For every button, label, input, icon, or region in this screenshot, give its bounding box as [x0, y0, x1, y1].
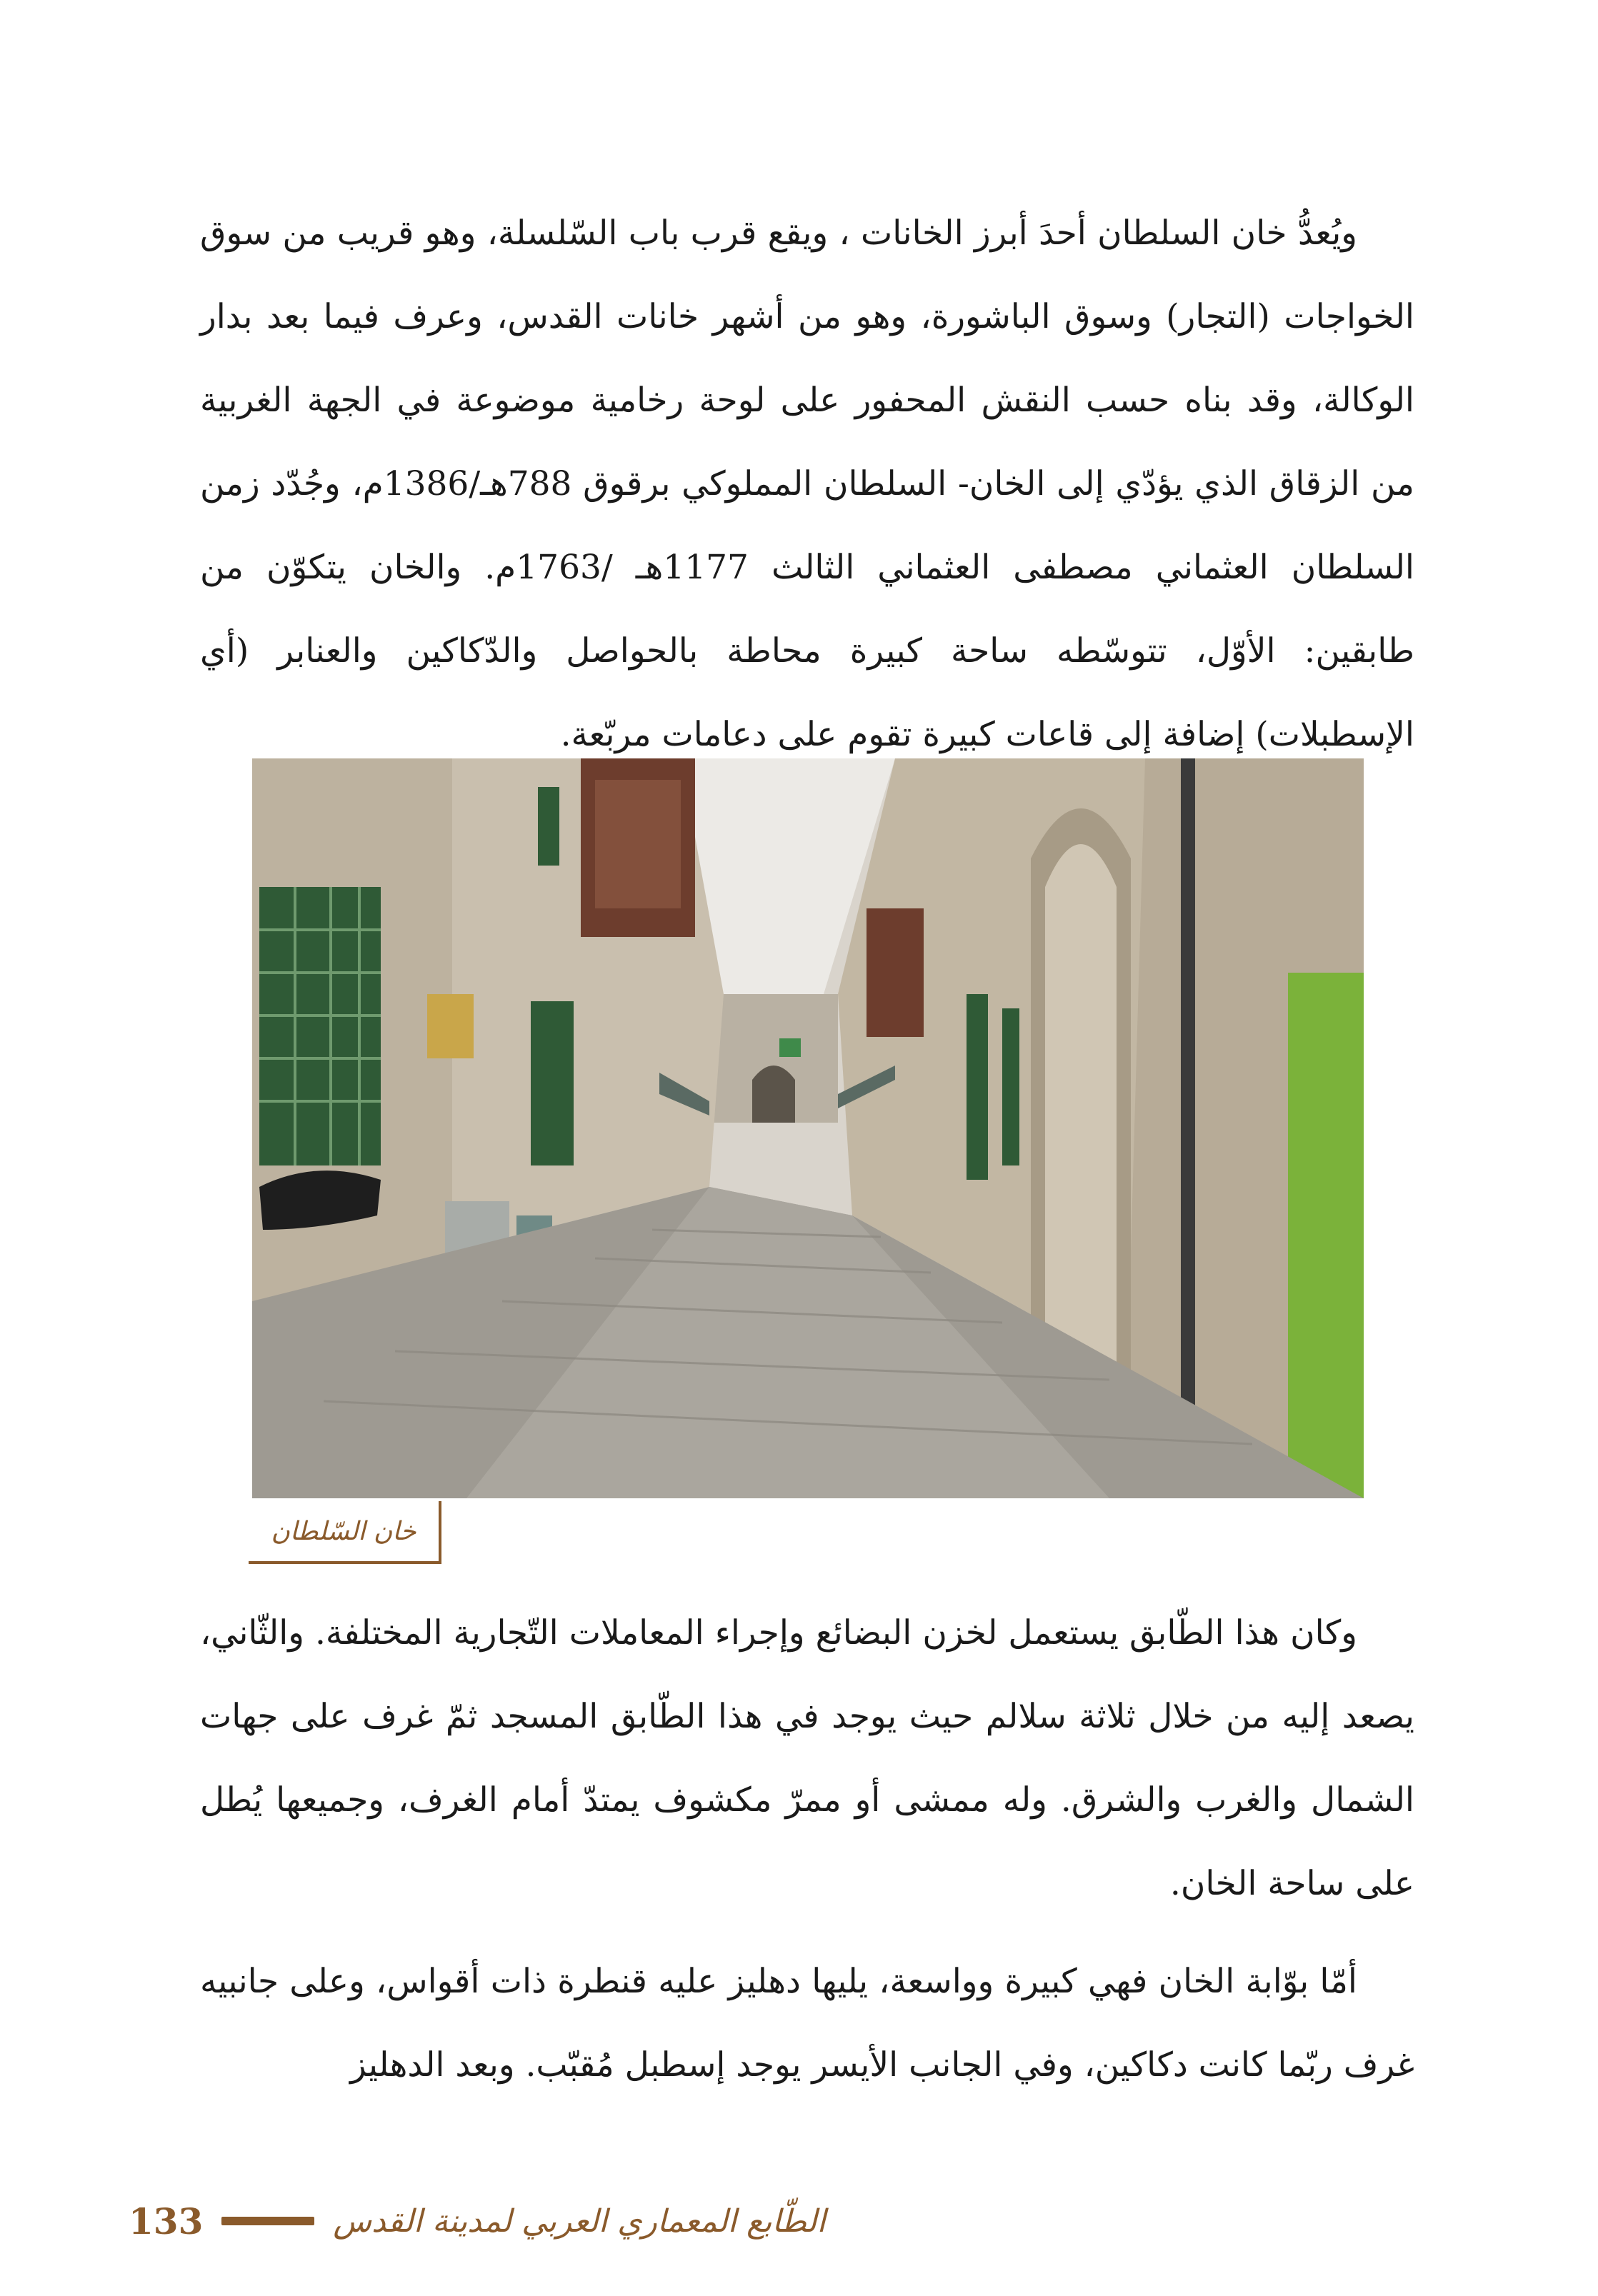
paragraph-2	[200, 1591, 1414, 1925]
street-photo	[252, 758, 1364, 1498]
paragraph-3	[200, 1940, 1414, 2107]
paragraph-2-text: وكان هذا الطّابق يستعمل لخزن البضائع وإجراء المعاملات التّجارية المختلفة. والثّاني، يصعد إليه من خلال ثلاثة سلالم حيث يوجد في هذا الطّابق المسجد ثمّ غرف على جهات الشمال والغرب والشرق. وله ممشى أو ممرّ مكشوف يمتدّ أمام الغرف، وجميعها يُطل على ساحة الخان.	[200, 1613, 1414, 1903]
figure-caption	[249, 1501, 441, 1564]
running-title: الطّابع المعماري العربي لمدينة القدس	[333, 2202, 826, 2240]
page-number: 133	[129, 2200, 204, 2242]
figure-caption-text: خان السّلطان	[271, 1516, 416, 1546]
footer-rule	[221, 2217, 314, 2225]
paragraph-3-text: أمّا بوّابة الخان فهي كبيرة وواسعة، يليها دهليز عليه قنطرة ذات أقواس، وعلى جانبيه غرف ربّما كانت دكاكين، وفي الجانب الأيسر يوجد إسطبل مُقبّب. وبعد الدهليز	[200, 1962, 1414, 2085]
paragraph-1-text: ويُعدُّ خان السلطان أحدَ أبرز الخانات ، ويقع قرب باب السّلسلة، وهو قريب من سوق الخواجات (التجار) وسوق الباشورة، وهو من أشهر خانات القدس، وعرف فيما بعد بدار الوكالة، وقد بناه حسب النقش المحفور على لوحة رخامية موضوعة في الجهة الغربية من الزقاق الذي يؤدّي إلى الخان- السلطان المملوكي برقوق 788هـ/1386م، وجُدّد زمن السلطان العثماني مصطفى العثماني الثالث 1177هـ /1763م. والخان يتكوّن من طابقين: الأوّل، تتوسّطه ساحة كبيرة محاطة بالحواصل والدّكاكين والعنابر (أي الإسطبلات) إضافة إلى قاعات كبيرة تقوم على دعامات مربّعة.	[200, 214, 1414, 754]
page-footer	[129, 2192, 843, 2250]
paragraph-1	[200, 191, 1414, 776]
